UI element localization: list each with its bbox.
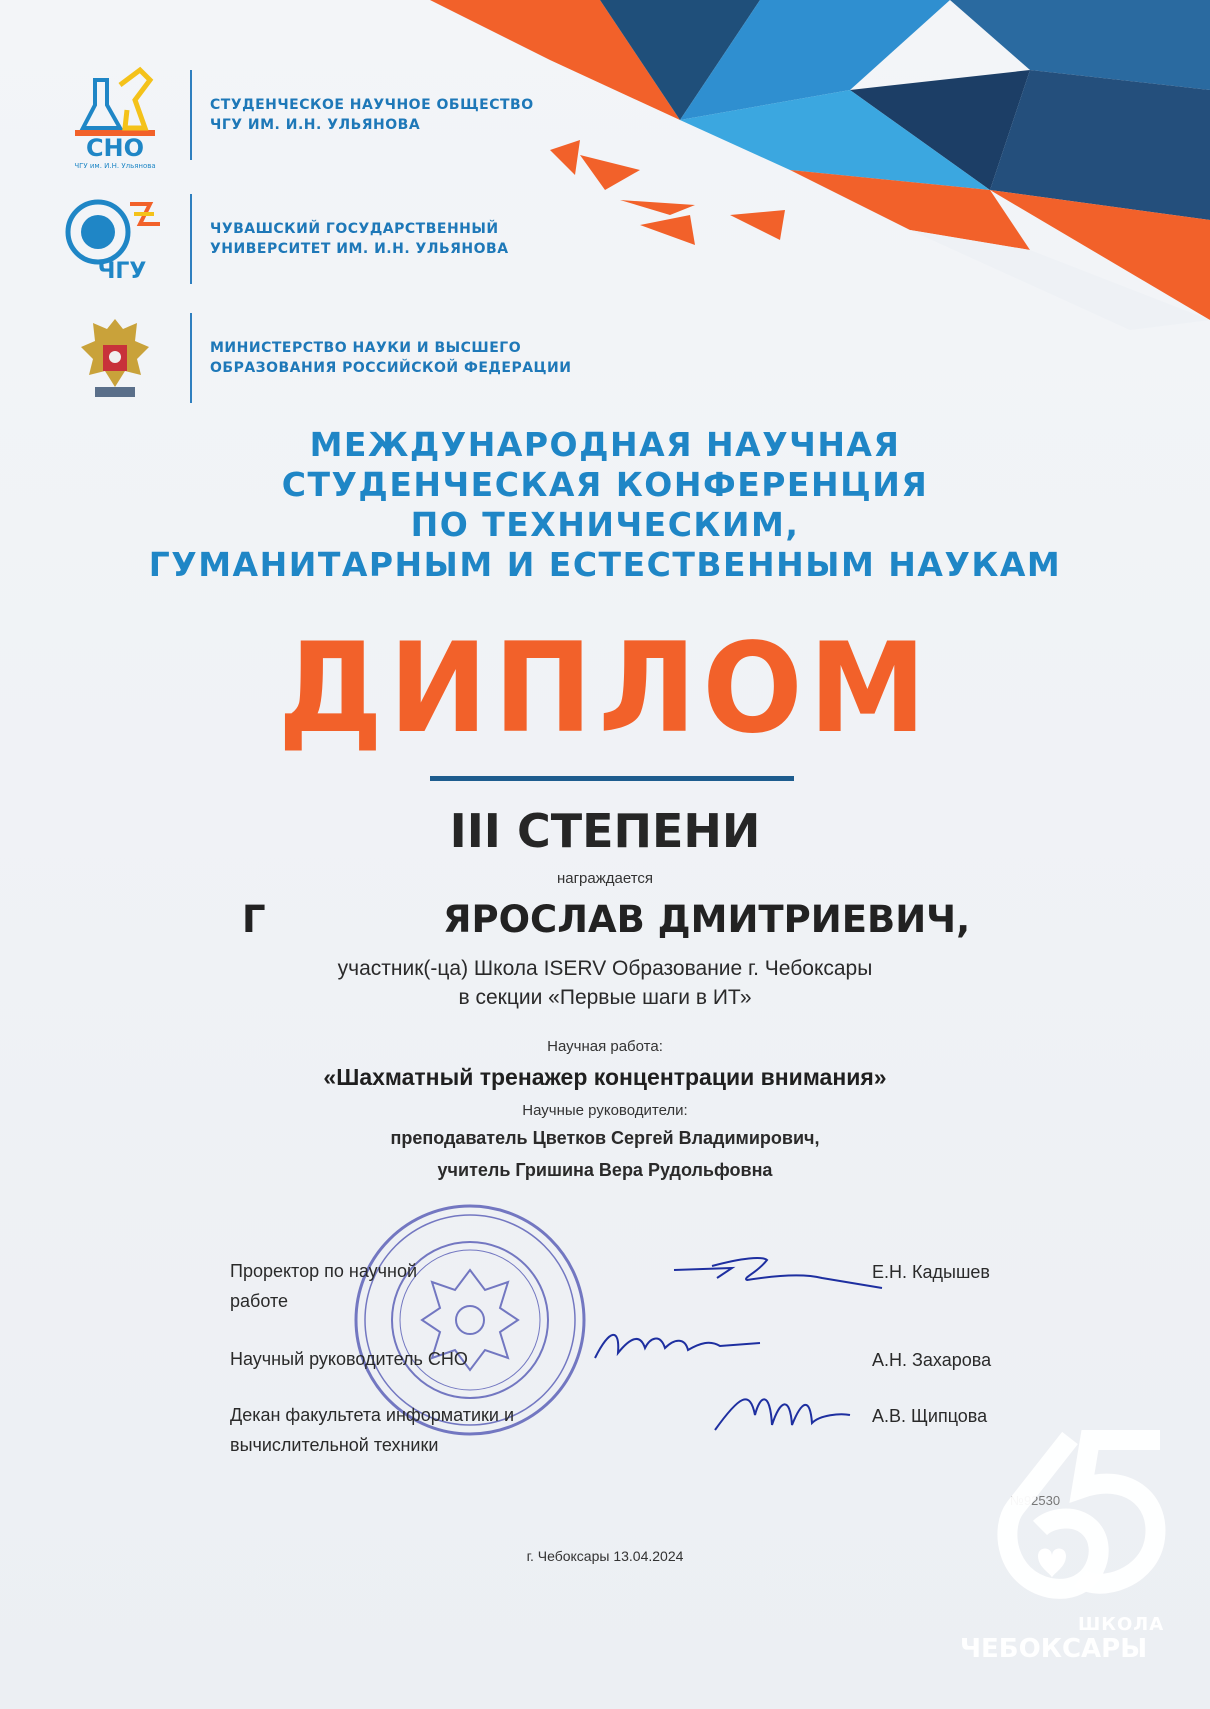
geometric-decoration xyxy=(430,0,1210,330)
place-date: г. Чебоксары 13.04.2024 xyxy=(526,1548,684,1564)
signatory-role-3: Декан факультета информатики и вычислительной техники xyxy=(230,1405,515,1455)
coat-of-arms-icon xyxy=(60,303,170,413)
supervisor-1: преподаватель Цветков Сергей Владимирович, xyxy=(390,1128,820,1148)
sno-logo xyxy=(60,60,170,170)
signature-1 xyxy=(672,1248,892,1298)
title-underline xyxy=(430,776,794,781)
diploma-title: ДИПЛОМ xyxy=(277,615,933,761)
watermark-school: ШКОЛА xyxy=(1078,1614,1165,1635)
degree: III СТЕПЕНИ xyxy=(449,804,761,858)
signatory-role-1: Проректор по научной работе xyxy=(230,1261,418,1311)
recipient-surname-initial: Г xyxy=(242,898,266,941)
supervisor-2: учитель Гришина Вера Рудольфовна xyxy=(437,1160,773,1180)
watermark-65-icon xyxy=(960,1428,1190,1608)
conference-line: МЕЖДУНАРОДНАЯ НАУЧНАЯ xyxy=(309,425,901,464)
divider xyxy=(190,194,192,284)
signatory-name-3: А.В. Щипцова xyxy=(872,1406,988,1426)
recipient-given-names: ЯРОСЛАВ ДМИТРИЕВИЧ, xyxy=(443,898,971,941)
sno-logo-subtext: ЧГУ им. И.Н. Ульянова xyxy=(74,162,156,170)
signature-3 xyxy=(715,1399,850,1430)
signatory-name-2: А.Н. Захарова xyxy=(872,1350,992,1370)
recipient-name xyxy=(0,898,1210,946)
watermark-city: ЧЕБОКСАРЫ xyxy=(960,1634,1148,1664)
participant-line: участник(-ца) Школа ISERV Образование г. Чебоксары xyxy=(337,957,873,980)
org-name-sno: СТУДЕНЧЕСКОЕ НАУЧНОЕ ОБЩЕСТВО ЧГУ ИМ. И.Н. УЛЬЯНОВА xyxy=(210,97,534,133)
diploma-number: №92530 xyxy=(1010,1493,1061,1508)
conference-title xyxy=(0,425,1210,585)
conference-line: СТУДЕНЧЕСКАЯ КОНФЕРЕНЦИЯ xyxy=(281,465,929,504)
university-logo-text: ЧГУ xyxy=(97,259,147,284)
signature-2 xyxy=(595,1335,760,1358)
org-sno xyxy=(60,60,534,170)
work-title: «Шахматный тренажер концентрации внимания» xyxy=(323,1064,887,1090)
divider xyxy=(190,70,192,160)
supervisors-label: Научные руководители: xyxy=(522,1102,688,1119)
university-logo xyxy=(60,184,170,294)
section-line: в секции «Первые шаги в ИТ» xyxy=(458,986,752,1009)
divider xyxy=(190,313,192,403)
org-university xyxy=(60,184,509,294)
conference-line: ГУМАНИТАРНЫМ И ЕСТЕСТВЕННЫМ НАУКАМ xyxy=(148,545,1062,584)
signatory-name-1: Е.Н. Кадышев xyxy=(872,1262,990,1282)
conference-line: ПО ТЕХНИЧЕСКИМ, xyxy=(410,505,800,544)
org-name-ministry: МИНИСТЕРСТВО НАУКИ И ВЫСШЕГО ОБРАЗОВАНИЯ РОССИЙСКОЙ ФЕДЕРАЦИИ xyxy=(210,340,572,376)
sno-logo-text: СНО xyxy=(85,134,145,162)
signatory-role-2: Научный руководитель СНО xyxy=(230,1349,468,1369)
awarded-label: награждается xyxy=(556,870,654,887)
org-ministry xyxy=(60,303,571,413)
org-name-university: ЧУВАШСКИЙ ГОСУДАРСТВЕННЫЙ УНИВЕРСИТЕТ ИМ. И.Н. УЛЬЯНОВА xyxy=(210,221,509,257)
work-label: Научная работа: xyxy=(547,1038,663,1055)
school-watermark xyxy=(960,1428,1190,1664)
